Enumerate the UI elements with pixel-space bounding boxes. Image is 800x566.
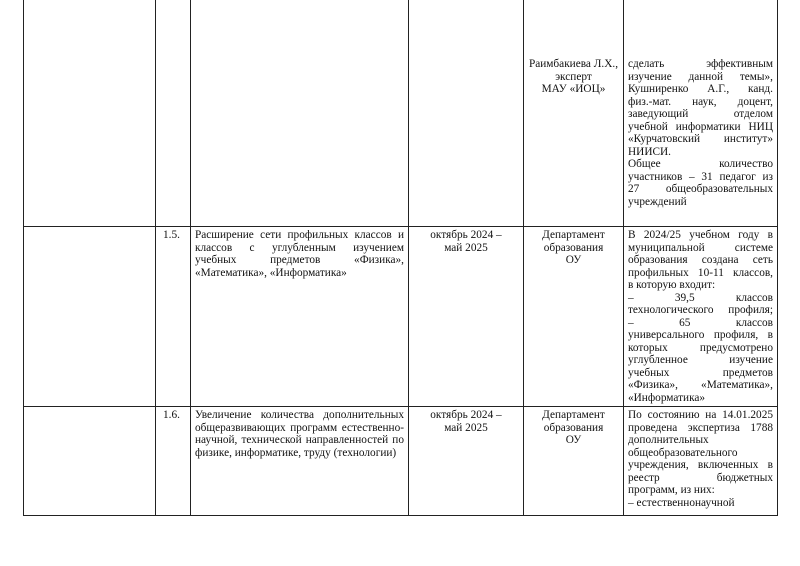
responsible-cell [528, 58, 619, 96]
dates-cell-line: май 2025 [444, 241, 488, 254]
column-border [623, 0, 624, 516]
column-border [155, 0, 156, 516]
responsible-cell-line: МАУ «ИОЦ» [541, 83, 606, 95]
responsible-cell-line: ОУ [565, 254, 582, 266]
responsible-cell-line: ОУ [565, 434, 582, 446]
responsible-cell-line: Раимбакиева Л.Х., [528, 58, 619, 70]
result-cell-line: «Физика», «Математика», [628, 379, 773, 391]
result-cell-line: дополнительных [628, 434, 709, 446]
responsible-cell-line: образования [543, 241, 604, 254]
dates-cell-line: май 2025 [444, 421, 488, 434]
result-cell-line: изучение данной темы», [628, 70, 773, 83]
activity-cell-line: физике, информатике, труду (технологии) [195, 446, 397, 459]
result-cell [628, 58, 773, 208]
row-border [23, 226, 778, 227]
result-cell-line: – 65 классов [628, 316, 773, 329]
result-cell-line: образования создана сеть [628, 254, 773, 266]
responsible-cell [528, 409, 619, 447]
result-cell-line: учебной информатики НИЦ [628, 120, 773, 133]
result-cell-line: учреждения, включенных в [628, 459, 773, 471]
result-cell-line: физ.-мат. наук, доцент, [628, 95, 773, 108]
result-cell-line: участников – 31 педагог из [628, 170, 773, 183]
result-cell-line: 27 общеобразовательных [628, 183, 773, 195]
result-cell [628, 409, 773, 509]
result-cell-line: – 39,5 классов [628, 291, 773, 304]
activity-cell-line: научной, технической направленностей по [195, 434, 404, 446]
result-cell-line: В 2024/25 учебном году в [628, 229, 773, 241]
row-number: 1.6. [163, 409, 180, 421]
result-cell-line: технологического профиля; [628, 304, 773, 316]
dates-cell [413, 229, 519, 254]
responsible-cell [528, 229, 619, 267]
dates-cell-line: октябрь 2024 – [430, 229, 502, 241]
row-border [23, 406, 778, 407]
activity-cell [195, 409, 404, 459]
result-cell-line: профильных 10-11 классов, [628, 266, 773, 279]
row-border [23, 515, 778, 516]
result-cell-line: реестр бюджетных [628, 471, 773, 484]
result-cell-line: НИИСИ. [628, 145, 671, 158]
column-border [190, 0, 191, 516]
activity-cell-line: общеразвивающих программ естественно- [195, 421, 404, 434]
result-cell-line: в которую входит: [628, 279, 716, 291]
result-cell-line: проведена экспертиза 1788 [628, 421, 773, 434]
activity-cell [195, 229, 404, 279]
result-cell-line: учебных предметов [628, 366, 773, 379]
result-cell-line: универсального профиля, в [628, 329, 773, 341]
result-cell-line: «Информатика» [628, 391, 706, 404]
responsible-cell-line: образования [543, 421, 604, 434]
activity-cell-line: Расширение сети профильных классов и [195, 229, 404, 241]
result-cell-line: программ, из них: [628, 484, 715, 496]
column-border [523, 0, 524, 516]
responsible-cell-line: Департамент [542, 409, 605, 421]
responsible-cell-line: эксперт [555, 70, 592, 83]
result-cell-line: – естественнонаучной [628, 496, 735, 509]
result-cell-line: Кушниренко А.Г., канд. [628, 83, 773, 95]
column-border [408, 0, 409, 516]
result-cell-line: общеобразовательного [628, 446, 738, 459]
responsible-cell-line: Департамент [542, 229, 605, 241]
result-cell-line: муниципальной системе [628, 241, 773, 254]
activity-cell-line: учебных предметов «Физика», [195, 254, 404, 266]
result-cell-line: углубленное изучение [628, 354, 773, 366]
activity-cell-line: «Математика», «Информатика» [195, 266, 347, 279]
dates-cell-line: октябрь 2024 – [430, 409, 502, 421]
dates-cell [413, 409, 519, 434]
result-cell-line: По состоянию на 14.01.2025 [628, 409, 773, 421]
column-border [23, 0, 24, 516]
row-number: 1.5. [163, 229, 180, 241]
column-border [777, 0, 778, 516]
result-cell-line: сделать эффективным [628, 58, 773, 70]
result-cell-line: заведующий отделом [628, 108, 773, 120]
result-cell-line: учреждений [628, 195, 687, 208]
result-cell-line: которых предусмотрено [628, 341, 773, 354]
result-cell [628, 229, 773, 404]
activity-cell-line: классов с углубленным изучением [195, 241, 404, 254]
result-cell-line: Общее количество [628, 158, 773, 170]
result-cell-line: «Курчатовский институт» [628, 133, 773, 145]
activity-cell-line: Увеличение количества дополнительных [195, 409, 404, 421]
